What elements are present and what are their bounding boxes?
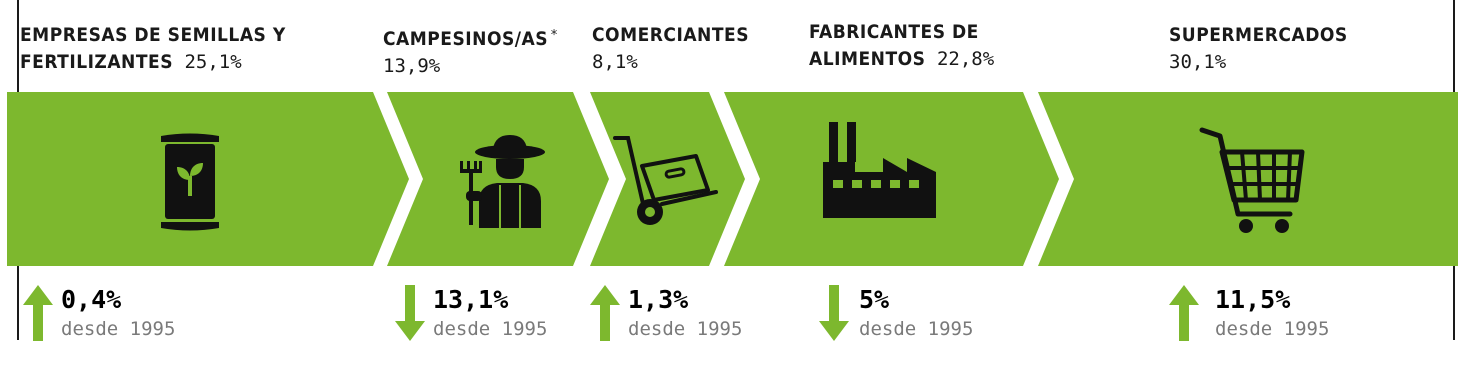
stage-heading-farmers <box>383 22 558 80</box>
farmer-icon <box>455 133 550 228</box>
stage-share: 8,1% <box>592 51 638 73</box>
stage-heading-traders <box>592 22 749 76</box>
stage-share: 30,1% <box>1169 51 1227 73</box>
stage-name: SUPERMERCADOS <box>1169 24 1348 46</box>
arrow-down-icon <box>819 285 849 341</box>
stage-heading-food <box>809 19 994 73</box>
stage-share: 13,9% <box>383 55 441 77</box>
stage-name-2: FERTILIZANTES <box>20 51 174 73</box>
stage-heading-seeds <box>20 22 286 76</box>
stage-share: 22,8% <box>936 48 995 70</box>
change-value: 13,1% <box>433 285 509 314</box>
stage-heading-supermarkets <box>1169 22 1348 76</box>
shopping-cart-icon <box>1198 126 1308 236</box>
stage-name-2: ALIMENTOS <box>809 48 926 70</box>
change-value: 11,5% <box>1215 285 1291 314</box>
change-since: desde 1995 <box>61 318 176 340</box>
stage-name: EMPRESAS DE SEMILLAS Y <box>20 24 286 46</box>
change-value: 0,4% <box>61 285 122 314</box>
change-value: 5% <box>859 285 890 314</box>
stage-name: CAMPESINOS/AS <box>383 28 549 50</box>
arrow-up-icon <box>23 285 53 341</box>
arrow-down-icon <box>395 285 425 341</box>
asterisk-mark: * <box>550 28 558 43</box>
arrow-up-icon <box>1169 285 1199 341</box>
stage-name: FABRICANTES DE <box>809 21 979 43</box>
change-since: desde 1995 <box>433 318 548 340</box>
change-since: desde 1995 <box>859 318 974 340</box>
hand-truck-icon <box>612 134 722 229</box>
arrow-up-icon <box>590 285 620 341</box>
stage-share: 25,1% <box>184 51 242 73</box>
factory-icon <box>823 122 936 218</box>
seed-bag-icon <box>155 132 225 232</box>
change-value: 1,3% <box>628 285 689 314</box>
change-since: desde 1995 <box>1215 318 1330 340</box>
change-since: desde 1995 <box>628 318 743 340</box>
stage-name: COMERCIANTES <box>592 24 750 46</box>
